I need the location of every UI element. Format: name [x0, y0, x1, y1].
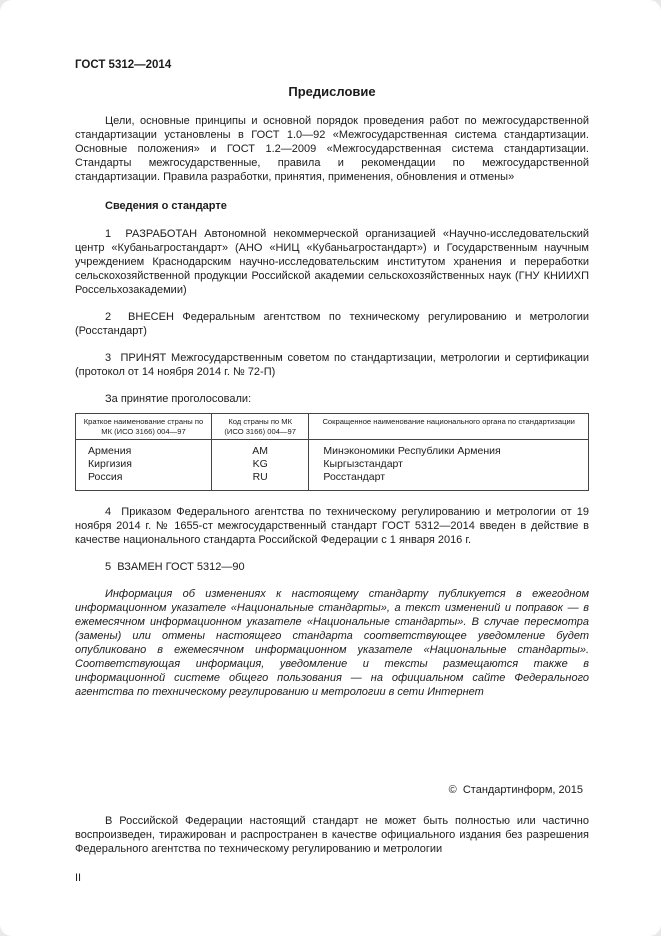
org-cell: Минэкономики Республики Армения	[309, 440, 589, 459]
intro-paragraph: Цели, основные принципы и основной порядок проведения работ по межгосударственной стандартизации установлены в ГОСТ 1.0—92 «Межгосударственная система стандартизации. Основные положения» и ГОСТ 1.2—2009 «Межгосударственная система стандартизации. Стандарты межгосударственные, правила и рекомендации по межгосударственной стандартизации. Правила разработки, принятия, применения, обновления и отмены»	[75, 115, 589, 183]
changes-notice: Информация об изменениях к настоящему стандарту публикуется в ежегодном информационном указателе «Национальные стандарты», а текст изменений и поправок — в ежемесячном информационном указателе «Национальные стандарты». В случае пересмотра (замены) или отмены настоящего стандарта соответствующее уведомление будет опубликовано в ежемесячном информационном указателе «Национальные стандарты». Соответствующая информация, уведомление и тексты размещаются также в информационной системе общего пользования — на официальном сайте Федерального агентства по техническому регулированию и метрологии в сети Интернет	[75, 588, 589, 698]
table-row	[76, 440, 589, 459]
code-cell: KG	[211, 458, 308, 471]
reproduction-notice: В Российской Федерации настоящий стандарт не может быть полностью или частично воспроизведен, тиражирован и распространен в качестве официального издания без разрешения Федерального агентства по техническому регулированию и метрологии	[75, 815, 589, 855]
org-cell: Кыргызстандарт	[309, 458, 589, 471]
copyright: © Стандартинформ, 2015	[448, 784, 583, 796]
table-header-code: Код страны по МК (ИСО 3166) 004—97	[211, 414, 308, 440]
page-title: Предисловие	[288, 84, 376, 99]
section-heading: Сведения о стандарте	[105, 200, 227, 212]
standard-info-item-4: 4 Приказом Федерального агентства по техническому регулированию и метрологии от 19 ноября 2014 г. № 1655-ст межгосударственный стандарт ГОСТ 5312—2014 введен в действие в качестве национального стандарта Российской Федерации с 1 января 2016 г.	[75, 506, 589, 546]
page-number: II	[75, 872, 82, 884]
document-code: ГОСТ 5312—2014	[75, 59, 172, 71]
table-row	[76, 471, 589, 491]
code-cell: RU	[211, 471, 308, 491]
country-cell: Армения	[76, 440, 212, 459]
standard-info-item-2: 2 ВНЕСЕН Федеральным агентством по техническому регулированию и метрологии (Росстандарт)	[75, 311, 589, 337]
vote-label: За принятие проголосовали:	[105, 393, 252, 405]
code-cell: AM	[211, 440, 308, 459]
country-cell: Россия	[76, 471, 212, 491]
voting-table	[75, 413, 589, 491]
country-cell: Киргизия	[76, 458, 212, 471]
table-row	[76, 458, 589, 471]
table-header-country: Краткое наименование страны по МК (ИСО 3166) 004—97	[76, 414, 212, 440]
standard-info-item-1: 1 РАЗРАБОТАН Автономной некоммерческой организацией «Научно-исследовательский центр «Кубаньагростандарт» (АНО «НИЦ «Кубаньагростандарт») и Государственным научным учреждением Краснодарским научно-исследовательским институтом хранения и переработки сельскохозяйственной продукции Российской академии сельскохозяйственных наук (ГНУ КНИИХП Россельхозакадемии)	[75, 228, 589, 296]
standard-info-item-5: 5 ВЗАМЕН ГОСТ 5312—90	[105, 561, 245, 573]
table-header-row	[76, 414, 589, 440]
org-cell: Росстандарт	[309, 471, 589, 491]
standard-info-item-3: 3 ПРИНЯТ Межгосударственным советом по стандартизации, метрологии и сертификации (протокол от 14 ноября 2014 г. № 72-П)	[75, 352, 589, 378]
table-header-org: Сокращенное наименование национального органа по стандартизации	[309, 414, 589, 440]
